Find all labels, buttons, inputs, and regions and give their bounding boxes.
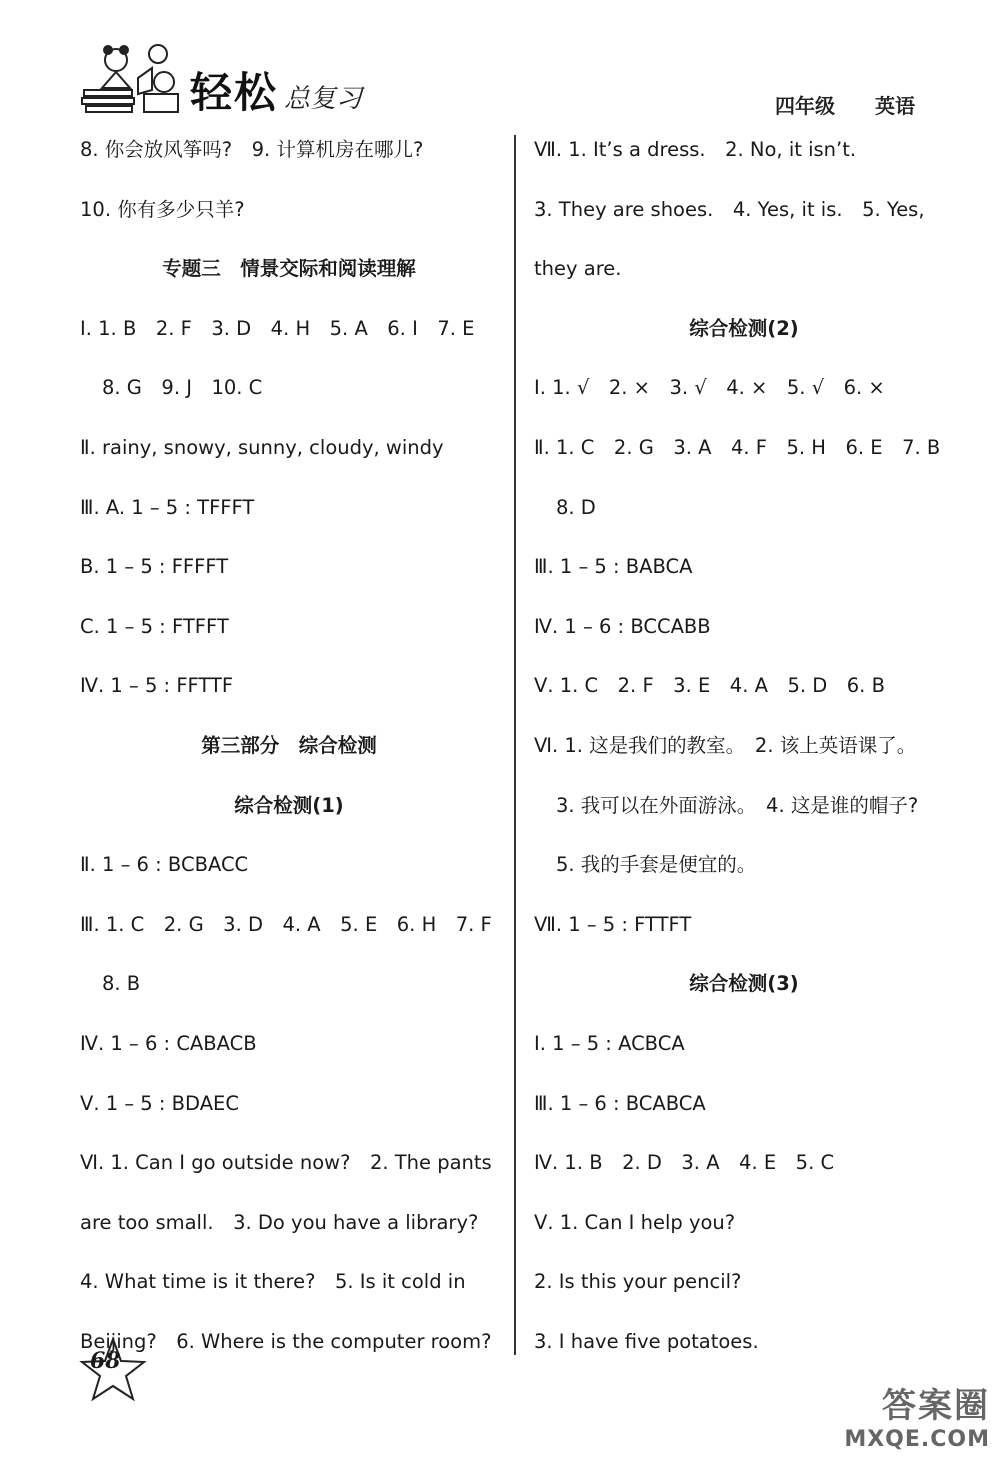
right-answer-column [534,120,954,1371]
answer-line: 3. I have five potatoes. [534,1329,759,1353]
section-heading: 综合检测(2) [689,316,799,340]
answer-line: Ⅱ. 1 – 6 : BCBACC [80,853,249,877]
section-heading: 第三部分 综合检测 [201,733,377,757]
answer-line: Ⅰ. 1. √ 2. × 3. √ 4. × 5. √ 6. × [534,376,885,400]
answer-line: Ⅳ. 1 – 5 : FFTTF [80,674,234,698]
section-heading: 综合检测(1) [234,793,344,817]
column-divider [514,135,516,1355]
series-logo [190,60,362,120]
watermark-url: MXQE.COM [844,1427,990,1452]
reading-children-illustration [78,38,188,116]
answer-line: 8. D [556,495,596,519]
answer-line: Ⅵ. 1. 这是我们的教室。 2. 该上英语课了。 [534,733,917,757]
section-heading: 综合检测(3) [689,972,799,996]
watermark [844,1378,990,1452]
answer-line: Ⅱ. 1. C 2. G 3. A 4. F 5. H 6. E 7. B [534,435,941,459]
answer-line: Ⅴ. 1. C 2. F 3. E 4. A 5. D 6. B [534,674,885,698]
answer-line: 8. G 9. J 10. C [102,376,263,400]
answer-line: Ⅰ. 1. B 2. F 3. D 4. H 5. A 6. I 7. E [80,316,475,340]
subject-label: 英语 [875,94,915,118]
answer-line: Ⅳ. 1 – 6 : CABACB [80,1031,257,1055]
grade-label: 四年级 [775,94,835,118]
section-heading: 专题三 情景交际和阅读理解 [162,257,416,281]
answer-line: 10. 你有多少只羊? [80,197,245,221]
answer-line: 3. They are shoes. 4. Yes, it is. 5. Yes, [534,197,925,221]
answer-line: Ⅲ. A. 1 – 5 : TFFFT [80,495,255,519]
answer-line: Ⅶ. 1. It’s a dress. 2. No, it isn’t. [534,138,857,161]
answer-line: Ⅴ. 1 – 5 : BDAEC [80,1091,239,1115]
answer-line: Ⅲ. 1 – 6 : BCABCA [534,1091,706,1115]
answer-line: 8. B [102,972,141,996]
answer-line: B. 1 – 5 : FFFFT [80,555,229,579]
answer-line: C. 1 – 5 : FTFFT [80,614,229,638]
watermark-logo: 答案圈 [882,1386,990,1426]
answer-line: Ⅶ. 1 – 5 : FTTFT [534,912,692,936]
answer-line: they are. [534,257,622,281]
answer-line: 5. 我的手套是便宜的。 [556,853,757,877]
answer-line: 4. What time is it there? 5. Is it cold in [80,1270,466,1294]
answer-line: Ⅲ. 1. C 2. G 3. D 4. A 5. E 6. H 7. F [80,912,492,936]
answer-line: Ⅴ. 1. Can I help you? [534,1210,736,1234]
page-number: 68 [90,1348,121,1374]
answer-line: Ⅲ. 1 – 5 : BABCA [534,555,693,579]
logo-main-text: 轻松 [190,68,279,117]
answer-line: Ⅰ. 1 – 5 : ACBCA [534,1031,685,1055]
answer-line: 3. 我可以在外面游泳。 4. 这是谁的帽子? [556,793,919,817]
answer-line: 2. Is this your pencil? [534,1270,742,1294]
left-answer-column [80,120,498,1371]
page-header [0,0,1000,135]
answer-line: Beijing? 6. Where is the computer room? [80,1329,492,1353]
answer-line: Ⅳ. 1 – 6 : BCCABB [534,614,711,638]
answer-line: Ⅱ. rainy, snowy, sunny, cloudy, windy [80,435,444,459]
grade-subject-label [775,90,915,119]
answer-line: Ⅳ. 1. B 2. D 3. A 4. E 5. C [534,1151,835,1175]
answer-line: 8. 你会放风筝吗? 9. 计算机房在哪儿? [80,138,424,161]
logo-sub-text: 总复习 [284,84,363,114]
answer-line: are too small. 3. Do you have a library? [80,1210,479,1234]
answer-line: Ⅵ. 1. Can I go outside now? 2. The pants [80,1151,492,1175]
